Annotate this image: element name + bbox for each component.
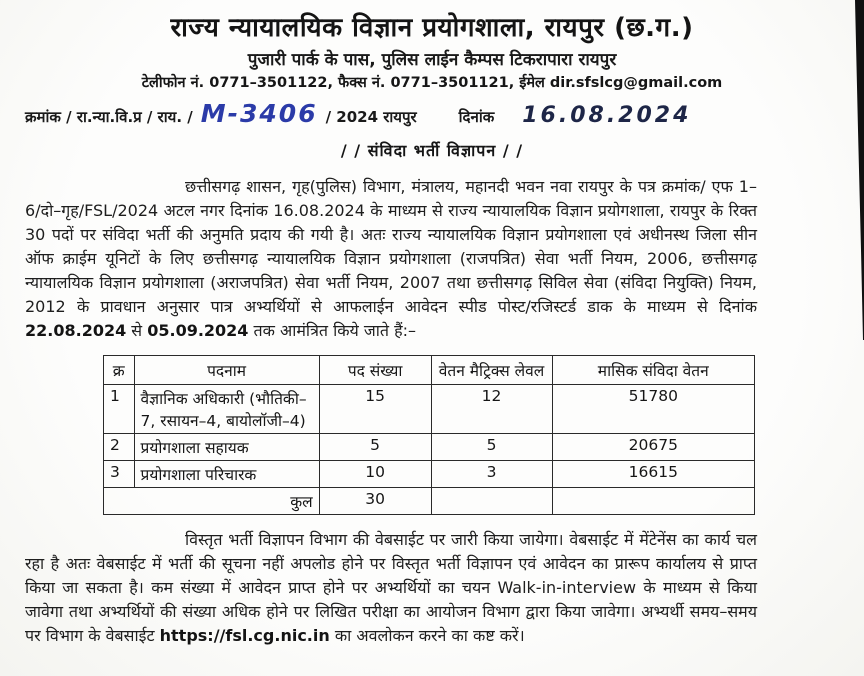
- closing-text-1: विस्तृत भर्ती विज्ञापन विभाग की वेबसाईट पर जारी किया जायेगा। वेबसाईट में मेंटेनेंस का कार्य चल रहा है अतः वेबसाईट में भर्ती की सूचना नहीं अपलोड होने पर विस्तृत भर्ती विज्ञापन एवं आवेदन का प्रारूप कार्यालय से प्राप्त किया जा सकता है। कम संख्या में आवेदन प्राप्त होने पर अभ्यर्थियों का चयन Walk-in-interview के माध्यम से किया जावेगा तथा अभ्यर्थियों की संख्या अधिक होने पर लिखित परीक्षा का आयोजन विभाग द्वारा किया जावेगा। अभ्यर्थी समय–समय पर विभाग के वेबसाईट: [25, 530, 757, 645]
- table-row: [104, 461, 755, 488]
- table-row: [104, 385, 755, 434]
- cell-post-name: प्रयोगशाला सहायक: [134, 434, 319, 461]
- header-serial: क्र: [104, 356, 135, 385]
- subject-heading: / / संविदा भर्ती विज्ञापन / /: [340, 141, 524, 160]
- ref-number-handwritten: M-3406: [200, 99, 318, 128]
- cell-monthly-pay: 16615: [552, 461, 754, 488]
- cell-post-count: 10: [319, 461, 431, 488]
- total-label: कुल: [104, 488, 320, 515]
- body-text-mid: से: [126, 321, 148, 340]
- cell-serial: 2: [104, 434, 135, 461]
- total-empty-cell: [431, 488, 552, 515]
- application-start-date: 22.08.2024: [25, 321, 127, 340]
- header-post-count: पद संख्या: [319, 356, 431, 385]
- body-text-2: तक आमंत्रित किये जाते हैं:–: [248, 321, 417, 340]
- cell-post-name: वैज्ञानिक अधिकारी (भौतिकी–7, रसायन–4, बायोलॉजी–4): [134, 385, 319, 434]
- cell-serial: 1: [104, 385, 135, 434]
- total-count: 30: [319, 488, 431, 515]
- header-pay-matrix-level: वेतन मैट्रिक्स लेवल: [431, 356, 552, 385]
- date-label: दिनांक: [458, 108, 495, 126]
- org-title: राज्य न्यायालयिक विज्ञान प्रयोगशाला, रायपुर (छ.ग.): [170, 13, 694, 43]
- vacancy-table: [103, 355, 755, 515]
- scan-edge-artifact: [852, 0, 864, 340]
- cell-post-count: 15: [319, 385, 431, 434]
- cell-monthly-pay: 20675: [552, 434, 754, 461]
- ref-prefix: क्रमांक / रा.न्या.वि.प्र / राय. /: [25, 108, 193, 126]
- cell-serial: 3: [104, 461, 135, 488]
- cell-pay-matrix-level: 3: [431, 461, 552, 488]
- closing-paragraph: [25, 528, 757, 648]
- table-row: [104, 434, 755, 461]
- total-empty-cell: [552, 488, 754, 515]
- header-monthly-pay: मासिक संविदा वेतन: [552, 356, 754, 385]
- body-paragraph: [25, 175, 757, 343]
- application-end-date: 05.09.2024: [147, 321, 249, 340]
- table-header-row: [104, 356, 755, 385]
- body-text-1: छत्तीसगढ़ शासन, गृह(पुलिस) विभाग, मंत्रालय, महानदी भवन नवा रायपुर के पत्र क्रमांक/ एफ 1–6/दो–गृह/FSL/2024 अटल नगर दिनांक 16.08.2024 के माध्यम से राज्य न्यायालयिक विज्ञान प्रयोगशाला, रायपुर के रिक्त 30 पदों पर संविदा भर्ती की अनुमति प्रदाय की गयी है। अतः राज्य न्यायालयिक विज्ञान प्रयोगशाला एवं अधीनस्थ जिला सीन ऑफ क्राईम यूनिटों के लिए छत्तीसगढ़ न्यायालयिक विज्ञान प्रयोगशाला (राजपत्रित) सेवा भर्ती नियम, 2006, छत्तीसगढ़ न्यायालयिक विज्ञान प्रयोगशाला (अराजपत्रित) सेवा भर्ती नियम, 2007 तथा छत्तीसगढ़ सिविल सेवा (संविदा नियुक्ति) नियम, 2012 के प्रावधान अनुसार पात्र अभ्यर्थियों से आफलाईन आवेदन स्पीड पोस्ट/रजिस्टर्ड डाक के माध्यम से दिनांक: [25, 177, 757, 316]
- date-handwritten: 16.08.2024: [522, 103, 692, 128]
- reference-line: [25, 99, 839, 128]
- closing-text-2: का अवलोकन करने का कष्ट करें।: [329, 626, 525, 645]
- cell-monthly-pay: 51780: [552, 385, 754, 434]
- header-post-name: पदनाम: [134, 356, 319, 385]
- org-contact: टेलीफोन नं. 0771–3501122, फैक्स नं. 0771–3501121, ईमेल dir.sfslcg@gmail.com: [141, 75, 723, 91]
- org-address: पुजारी पार्क के पास, पुलिस लाईन कैम्पस टिकरापारा रायपुर: [247, 50, 617, 70]
- cell-pay-matrix-level: 12: [431, 385, 552, 434]
- website-url: https://fsl.cg.nic.in: [159, 626, 330, 645]
- ref-suffix: / 2024 रायपुर: [325, 108, 417, 126]
- cell-post-name: प्रयोगशाला परिचारक: [134, 461, 319, 488]
- letterhead: [0, 0, 864, 92]
- cell-pay-matrix-level: 5: [431, 434, 552, 461]
- cell-post-count: 5: [319, 434, 431, 461]
- table-total-row: [104, 488, 755, 515]
